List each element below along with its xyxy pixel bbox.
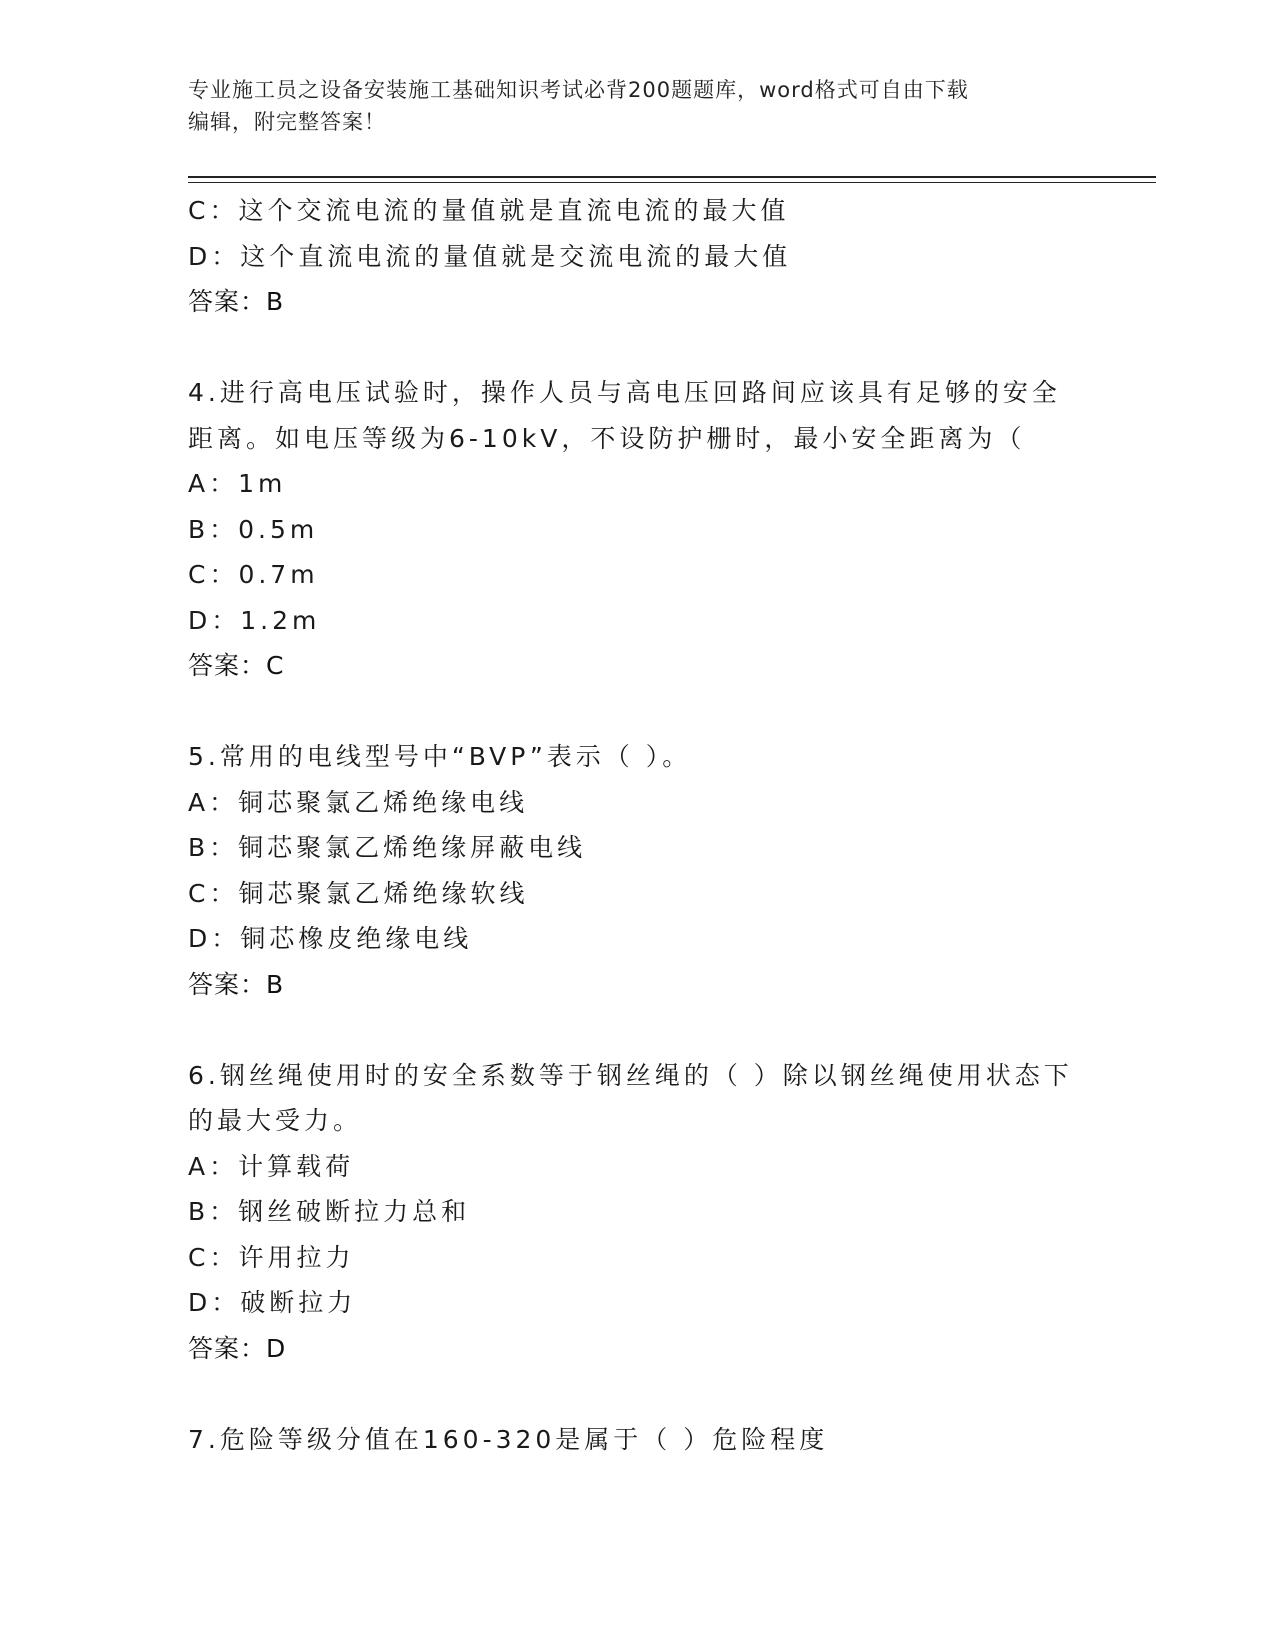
option-a: A：计算载荷 xyxy=(188,1151,355,1181)
option-b: B：钢丝破断拉力总和 xyxy=(188,1197,471,1226)
answer-label: 答案：B xyxy=(188,969,285,999)
question-stem: 4.进行高电压试验时，操作人员与高电压回路间应该具有足够的安全 xyxy=(188,378,1061,407)
option-c: C：许用拉力 xyxy=(188,1242,355,1272)
document-header xyxy=(188,74,1088,138)
answer-label: 答案：B xyxy=(188,287,285,316)
question-list xyxy=(188,188,1128,1462)
question-spacer xyxy=(188,689,1128,735)
question-stem: 7.危险等级分值在160-320是属于（ ）危险程度 xyxy=(188,1424,829,1454)
question-stem-continued: 距离。如电压等级为6-10kV，不设防护栅时，最小安全距离为（ xyxy=(188,423,1026,453)
answer-label: 答案：C xyxy=(188,651,285,680)
option-d: D：破断拉力 xyxy=(188,1288,357,1317)
option-a: A：1m xyxy=(188,469,287,498)
question-6 xyxy=(188,1053,1128,1372)
question-7 xyxy=(188,1417,1128,1463)
question-3-partial xyxy=(188,188,1128,325)
header-title-line1: 专业施工员之设备安装施工基础知识考试必背200题题库，word格式可自由下载 xyxy=(188,78,969,102)
option-d: D：这个直流电流的量值就是交流电流的最大值 xyxy=(188,241,792,271)
answer-label: 答案：D xyxy=(188,1333,287,1363)
question-stem: 5.常用的电线型号中“BVP”表示（ ）。 xyxy=(188,742,692,771)
header-title-line2: 编辑，附完整答案！ xyxy=(188,110,386,134)
question-spacer xyxy=(188,1371,1128,1417)
question-5 xyxy=(188,734,1128,1007)
option-d: D：1.2m xyxy=(188,605,321,635)
option-a: A：铜芯聚氯乙烯绝缘电线 xyxy=(188,787,529,817)
question-4 xyxy=(188,370,1128,689)
option-b: B：0.5m xyxy=(188,514,319,544)
option-d: D：铜芯橡皮绝缘电线 xyxy=(188,924,473,953)
option-c: C：0.7m xyxy=(188,560,319,589)
question-stem: 6.钢丝绳使用时的安全系数等于钢丝绳的（ ）除以钢丝绳使用状态下 xyxy=(188,1060,1073,1090)
question-spacer xyxy=(188,325,1128,371)
question-spacer xyxy=(188,1007,1128,1053)
option-c: C：铜芯聚氯乙烯绝缘软线 xyxy=(188,878,529,908)
header-divider-thin xyxy=(188,182,1156,183)
question-stem-continued: 的最大受力。 xyxy=(188,1106,363,1135)
option-b: B：铜芯聚氯乙烯绝缘屏蔽电线 xyxy=(188,833,587,862)
header-divider-thick xyxy=(188,176,1156,178)
option-c: C：这个交流电流的量值就是直流电流的最大值 xyxy=(188,196,790,225)
